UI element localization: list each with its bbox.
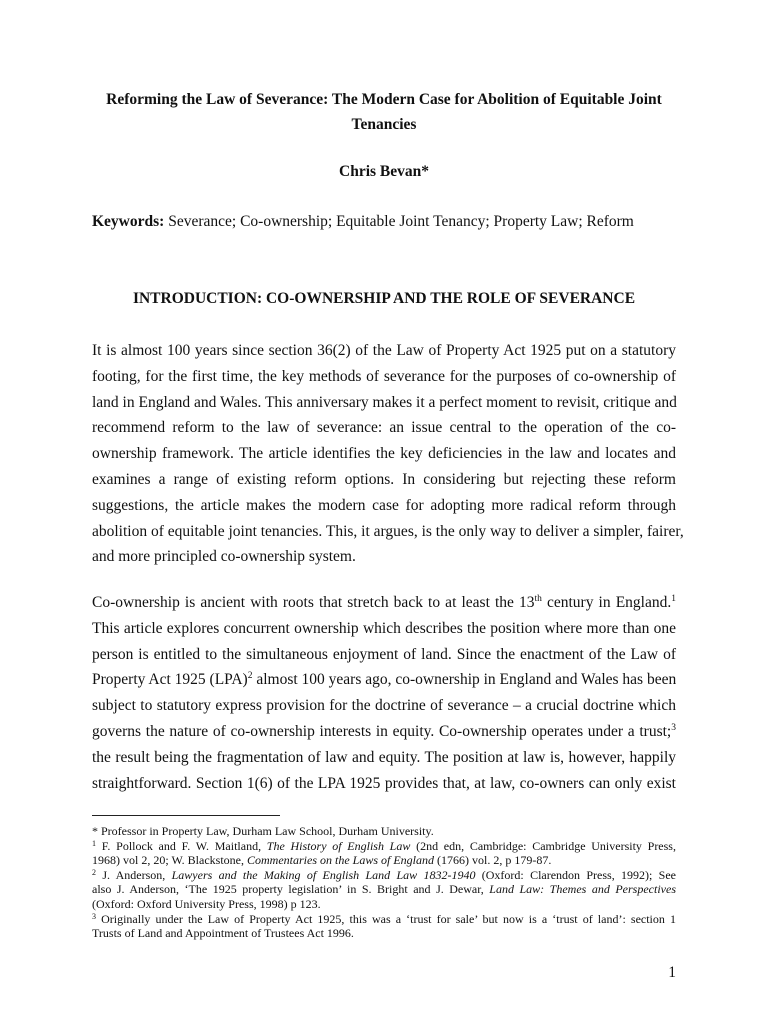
footnote-3-cont: Trusts of Land and Appointment of Trustees Act 1996. [92,926,354,941]
footnote-2-cont: (Oxford: Oxford University Press, 1998) p 123. [92,896,321,911]
body-line [92,667,676,693]
body-text: Co-ownership is ancient with roots that stretch back to at least the 13 [92,594,535,611]
title-line-1: Reforming the Law of Severance: The Modern Case for Abolition of Equitable Joint [106,91,662,108]
body-text: century in England. [541,594,672,611]
body-text: almost 100 years ago, co-ownership in England and Wales has been [252,671,677,689]
footnote-text: (1766) vol. 2, p 179-87. [434,853,552,868]
keywords-text: Severance; Co-ownership; Equitable Joint Tenancy; Property Law; Reform [164,213,634,230]
footnote-text: also J. Anderson, ‘The 1925 property legislation’ in S. Bright and J. Dewar, [92,882,490,897]
body-line: recommend reform to the law of severance: an issue central to the operation of the co- [92,419,676,437]
body-line: It is almost 100 years since section 36(2) of the Law of Property Act 1925 put on a statutory [92,342,676,359]
paragraph-abstract [92,338,684,570]
body-line: ownership framework. The article identifies the key deficiencies in the law and locates and [92,445,676,463]
footnote-text: Originally under the Law of Property Act 1925, this was a ‘trust for sale’ but now is a ‘trust of land’: section 1 [96,911,676,926]
footnote-mark: 1 [92,838,96,848]
footnote-citation-title: Lawyers and the Making of English Land Law 1832-1940 [171,867,476,882]
footnote-ref-1[interactable]: 1 [671,594,676,604]
footnote-author: * Professor in Property Law, Durham Law School, Durham University. [92,824,434,838]
body-line: straightforward. Section 1(6) of the LPA 1925 provides that, at law, co-owners can only exist [92,774,676,792]
title-line-2: Tenancies [351,116,417,133]
footnote-ref-3[interactable]: 3 [671,722,676,733]
body-line: footing, for the first time, the key methods of severance for the purposes of co-ownership of [92,367,676,385]
footnote-mark: 3 [92,911,96,921]
paragraph-coownership [92,590,676,796]
ordinal-suffix: th [534,594,542,604]
footnote-text: F. Pollock and F. W. Maitland, [96,838,267,853]
footnote-2 [92,868,676,883]
footnote-1 [92,839,676,854]
body-line: land in England and Wales. This anniversary makes it a perfect moment to revisit, critique and [92,393,677,411]
footnote-mark: 2 [92,867,96,877]
footnote-citation-title: Commentaries on the Laws of England [247,853,435,868]
footnote-text: (Oxford: Clarendon Press, 1992); See [475,867,676,882]
body-line: examines a range of existing reform options. In considering but rejecting these reform [92,470,676,488]
footnote-ref-2[interactable]: 2 [247,671,253,682]
body-text: governs the nature of co-ownership interests in equity. Co-ownership operates under a trust; [92,722,672,740]
body-line: subject to statutory express provision for the doctrine of severance – a crucial doctrine which [92,697,676,715]
body-line: suggestions, the article makes the modern case for adopting more radical reform through [92,496,676,514]
body-line [92,590,676,616]
footnote-citation-title: The History of English Law [266,838,411,853]
footnote-2-cont [92,882,676,897]
body-line: and more principled co-ownership system. [92,548,356,566]
keywords-label: Keywords: [92,213,165,230]
body-line: This article explores concurrent ownership which describes the position where more than one [92,619,676,637]
paper-title [92,87,676,137]
footnote-divider [92,815,280,816]
section-heading: INTRODUCTION: CO-OWNERSHIP AND THE ROLE OF SEVERANCE [132,290,636,307]
body-line: abolition of equitable joint tenancies. This, it argues, is the only way to deliver a simpler, fairer, [92,522,684,540]
footnote-text: 1968) vol 2, 20; W. Blackstone, [92,853,247,868]
body-line: person is entitled to the simultaneous enjoyment of land. Since the enactment of the Law of [92,645,676,663]
page-number: 1 [668,964,676,981]
body-text: Property Act 1925 (LPA) [92,671,248,689]
footnote-1-cont [92,853,676,868]
footnote-text: (2nd edn, Cambridge: Cambridge University Press, [410,838,676,853]
footnote-text: J. Anderson, [96,867,172,882]
footnote-3 [92,912,676,927]
body-line: the result being the fragmentation of law and equity. The position at law is, however, happily [92,748,676,766]
author-name: Chris Bevan* [339,163,429,180]
keywords-line [92,212,676,232]
footnotes-section [92,824,676,941]
body-line [92,719,676,745]
footnote-citation-title: Land Law: Themes and Perspectives [489,882,676,897]
